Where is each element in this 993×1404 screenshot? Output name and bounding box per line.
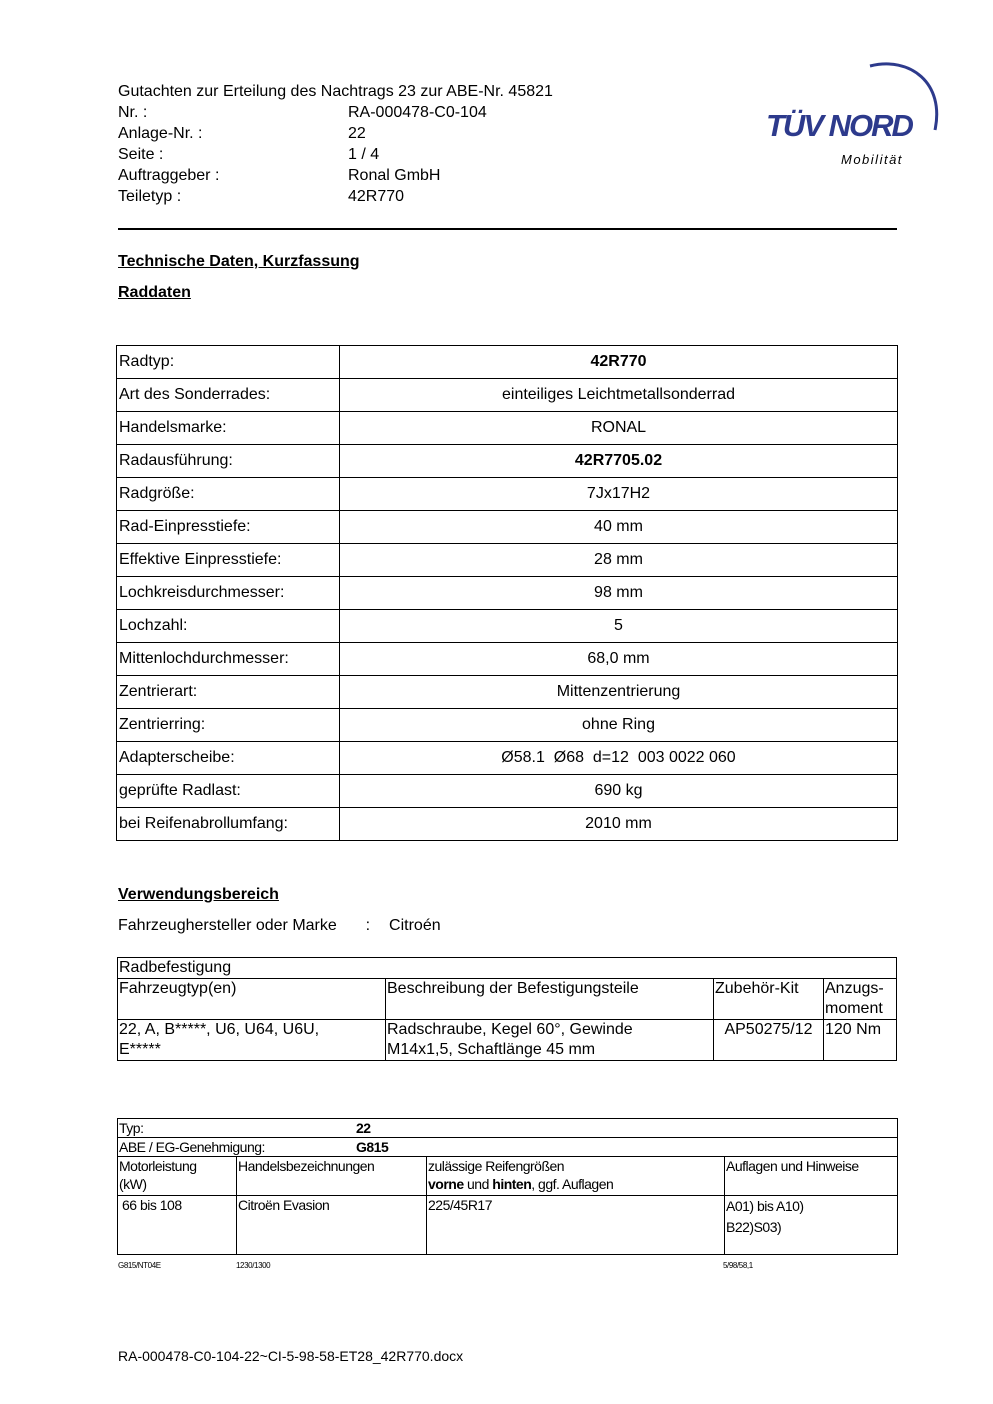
manufacturer-label: Fahrzeughersteller oder Marke <box>118 917 337 934</box>
row-value: ohne Ring <box>340 709 898 742</box>
table-row <box>117 610 898 643</box>
header-field-anlage <box>118 123 553 144</box>
table-row <box>117 577 898 610</box>
row-label: Radausführung: <box>117 445 340 478</box>
header-value: 42R770 <box>348 188 405 205</box>
table-header-row <box>118 1157 898 1196</box>
header-field-auftraggeber <box>118 165 553 186</box>
manufacturer-separator: : <box>365 917 371 934</box>
abe-value: G815 <box>356 1139 389 1155</box>
cell-description <box>386 1020 714 1061</box>
cell-notes <box>725 1196 898 1255</box>
cell-trade-name: Citroën Evasion <box>237 1196 427 1255</box>
tires-und: und <box>463 1176 493 1192</box>
table-row <box>117 412 898 445</box>
table-row <box>118 1119 898 1138</box>
header-field-teiletyp <box>118 186 553 207</box>
header-power-line2: (kW) <box>119 1176 147 1192</box>
table-row <box>117 742 898 775</box>
header-notes: Auflagen und Hinweise <box>725 1157 898 1196</box>
header-torque <box>824 979 897 1020</box>
typ-row <box>118 1119 898 1138</box>
fastening-title: Radbefestigung <box>118 958 897 979</box>
table-row <box>117 346 898 379</box>
row-label: Lochzahl: <box>117 610 340 643</box>
header-key: Auftraggeber : <box>118 167 220 184</box>
row-value: 690 kg <box>340 775 898 808</box>
table-row <box>117 379 898 412</box>
header-key: Nr. : <box>118 104 148 121</box>
table-header-row <box>118 979 897 1020</box>
table-row <box>118 1196 898 1255</box>
header-trade-names: Handelsbezeichnungen <box>237 1157 427 1196</box>
row-label: Mittenlochdurchmesser: <box>117 643 340 676</box>
table-row <box>117 808 898 841</box>
code-approval: G815/NT04E <box>118 1261 161 1270</box>
header-key: Seite : <box>118 146 164 163</box>
cell-line: 22, A, B*****, U6, U64, U6U, <box>119 1021 320 1038</box>
header-tires-line2 <box>428 1175 723 1193</box>
header-description: Beschreibung der Befestigungsteile <box>386 979 714 1020</box>
row-label: Art des Sonderrades: <box>117 379 340 412</box>
row-label: Effektive Einpresstiefe: <box>117 544 340 577</box>
table-row <box>117 709 898 742</box>
table-row <box>117 511 898 544</box>
table-row <box>117 445 898 478</box>
cell-line: M14x1,5, Schaftlänge 45 mm <box>387 1041 596 1058</box>
abe-row <box>118 1138 898 1157</box>
table-row <box>117 544 898 577</box>
manufacturer-value: Citroén <box>389 917 441 934</box>
header-vehicle-types: Fahrzeugtyp(en) <box>118 979 386 1020</box>
header-torque-line2: moment <box>825 1000 883 1017</box>
row-value: Mittenzentrierung <box>340 676 898 709</box>
header-kit: Zubehör-Kit <box>714 979 824 1020</box>
row-label: Handelsmarke: <box>117 412 340 445</box>
typ-value: 22 <box>356 1120 371 1136</box>
table-row <box>118 958 897 979</box>
header-key: Anlage-Nr. : <box>118 125 203 142</box>
tires-rear: hinten <box>492 1176 532 1192</box>
header-value: RA-000478-C0-104 <box>348 104 487 121</box>
header-torque-line1: Anzugs- <box>825 980 884 997</box>
section-heading-tech: Technische Daten, Kurzfassung <box>118 253 360 270</box>
cell-tire: 225/45R17 <box>427 1196 725 1255</box>
type-approval-table <box>117 1118 898 1255</box>
row-value: 40 mm <box>340 511 898 544</box>
cell-kit: AP50275/12 <box>714 1020 824 1061</box>
section-heading-verwendung: Verwendungsbereich <box>118 886 279 903</box>
fastening-table <box>117 957 897 1061</box>
table-row <box>117 676 898 709</box>
row-value: Ø58.1 Ø68 d=12 003 0022 060 <box>340 742 898 775</box>
row-value: 2010 mm <box>340 808 898 841</box>
section-heading-raddaten: Raddaten <box>118 284 191 301</box>
cell-torque: 120 Nm <box>824 1020 897 1061</box>
row-value: 5 <box>340 610 898 643</box>
document-header <box>118 81 553 207</box>
code-weights: 1230/1300 <box>236 1261 271 1270</box>
tires-front: vorne <box>428 1176 464 1192</box>
header-divider <box>118 228 897 230</box>
footer-filename: RA-000478-C0-104-22~CI-5-98-58-ET28_42R770.docx <box>118 1348 464 1364</box>
cell-power: 66 bis 108 <box>118 1196 237 1255</box>
row-label: Lochkreisdurchmesser: <box>117 577 340 610</box>
document-title: Gutachten zur Erteilung des Nachtrags 23 zur ABE-Nr. 45821 <box>118 83 553 100</box>
tuv-arc-icon <box>760 58 940 173</box>
cell-vehicle-types <box>118 1020 386 1061</box>
header-tires <box>427 1157 725 1196</box>
row-label: Radgröße: <box>117 478 340 511</box>
table-row <box>117 643 898 676</box>
row-value: 98 mm <box>340 577 898 610</box>
notes-line1: A01) bis A10) <box>726 1198 804 1214</box>
row-value: 42R770 <box>340 346 898 379</box>
table-row <box>117 775 898 808</box>
header-key: Teiletyp : <box>118 188 182 205</box>
header-tires-line1: zulässige Reifengrößen <box>428 1158 565 1174</box>
wheel-data-table <box>116 345 898 841</box>
header-field-nr <box>118 102 553 123</box>
logo-brand-text: TÜV NORD <box>766 108 912 143</box>
row-value: 7Jx17H2 <box>340 478 898 511</box>
row-value: einteiliges Leichtmetallsonderrad <box>340 379 898 412</box>
table-row <box>117 478 898 511</box>
row-value: RONAL <box>340 412 898 445</box>
row-value: 42R7705.02 <box>340 445 898 478</box>
cell-line: E***** <box>119 1041 161 1058</box>
logo-subtitle-text: Mobilität <box>841 152 903 167</box>
row-value: 28 mm <box>340 544 898 577</box>
header-power <box>118 1157 237 1196</box>
row-label: geprüfte Radlast: <box>117 775 340 808</box>
header-value: Ronal GmbH <box>348 167 441 184</box>
row-label: Rad-Einpresstiefe: <box>117 511 340 544</box>
typ-label: Typ: <box>119 1120 144 1136</box>
row-label: Zentrierring: <box>117 709 340 742</box>
abe-label: ABE / EG-Genehmigung: <box>119 1139 265 1155</box>
tuv-nord-logo <box>760 58 940 173</box>
row-label: Radtyp: <box>117 346 340 379</box>
notes-line2: B22)S03) <box>726 1219 782 1235</box>
row-value: 68,0 mm <box>340 643 898 676</box>
row-label: Adapterscheibe: <box>117 742 340 775</box>
table-row <box>118 1138 898 1157</box>
cell-line: Radschraube, Kegel 60°, Gewinde <box>387 1021 633 1038</box>
header-value: 22 <box>348 125 366 142</box>
header-power-line1: Motorleistung <box>119 1158 197 1174</box>
row-label: Zentrierart: <box>117 676 340 709</box>
table-row <box>118 1020 897 1061</box>
row-label: bei Reifenabrollumfang: <box>117 808 340 841</box>
manufacturer-line <box>118 917 441 935</box>
header-value: 1 / 4 <box>348 146 380 163</box>
header-field-seite <box>118 144 553 165</box>
tires-rest: , ggf. Auflagen <box>531 1176 614 1192</box>
code-bolt-pattern: 5/98/58,1 <box>723 1261 753 1270</box>
